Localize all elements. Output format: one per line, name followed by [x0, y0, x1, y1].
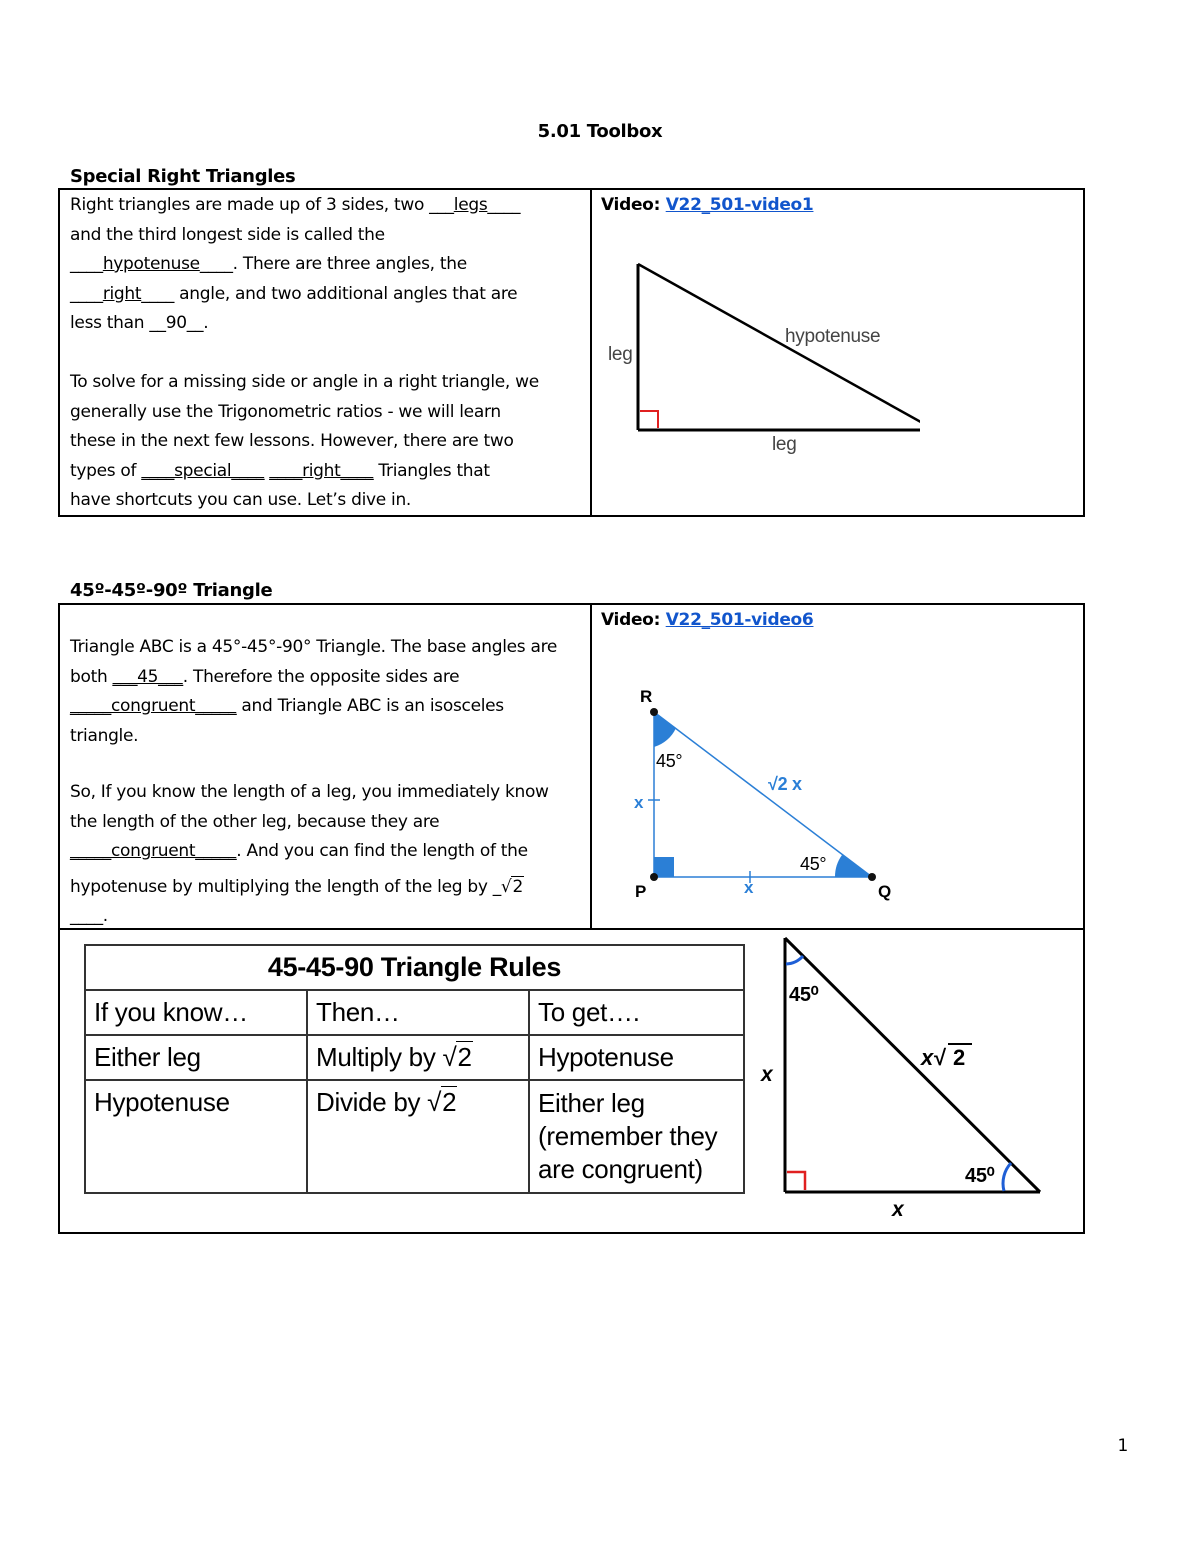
right-angle-marker	[787, 1172, 805, 1190]
s1-line-2: and the third longest side is called the	[70, 224, 385, 245]
rules-title: 45-45-90 Triangle Rules	[85, 945, 744, 990]
label-side-bottom: x	[892, 1198, 904, 1221]
section2-divider	[590, 603, 592, 930]
triangle-pqr-diagram	[620, 680, 910, 905]
label-hyp-x: x	[921, 1045, 933, 1070]
text: . There are three angles, the	[232, 254, 467, 274]
blank: ____	[70, 254, 103, 274]
answer-special: ____special____	[141, 460, 265, 481]
s2-line-8	[70, 837, 585, 867]
text: types of	[70, 460, 142, 481]
section2-video	[601, 606, 813, 636]
section2-left-cell	[70, 633, 585, 932]
label-leg-left: leg	[608, 344, 633, 365]
s1-line-3	[70, 250, 585, 280]
vertex-q-dot	[868, 873, 876, 881]
cell-hypotenuse: Hypotenuse	[529, 1035, 744, 1080]
answer-45: ___45___	[112, 666, 183, 687]
label-side-bottom: x	[744, 878, 754, 897]
answer-90: __90__	[149, 313, 204, 333]
s2-line-9	[70, 873, 585, 903]
cell-divide	[307, 1080, 529, 1193]
s2-line-1: Triangle ABC is a 45°-45°-90° Triangle. The base angles are	[70, 637, 558, 657]
angle-r-fill	[654, 712, 676, 747]
s1-line-7: To solve for a missing side or angle in a right triangle, we	[70, 372, 539, 392]
sqrt-2	[501, 873, 524, 903]
radicand: 2	[457, 1042, 472, 1072]
sqrt-2	[442, 1042, 472, 1073]
cell-either-leg: Either leg	[85, 1035, 307, 1080]
label-leg-bottom: leg	[772, 434, 797, 455]
header-if-you-know: If you know…	[85, 990, 307, 1035]
section-heading-special-right-triangles: Special Right Triangles	[70, 166, 296, 187]
text: Divide by	[316, 1087, 428, 1117]
label-angle-q: 45°	[800, 854, 827, 874]
video-link-6[interactable]: V22_501-video6	[665, 610, 814, 630]
radical-sign: √	[442, 1042, 457, 1072]
cell-hypotenuse-2: Hypotenuse	[85, 1080, 307, 1193]
s1-line-4	[70, 280, 585, 310]
text: and Triangle ABC is an isosceles	[236, 696, 504, 716]
s2-line-6: So, If you know the length of a leg, you immediately know	[70, 782, 549, 802]
hypotenuse-line	[638, 264, 920, 430]
s1-line-8: generally use the Trigonometric ratios - we will learn	[70, 401, 501, 422]
blank: ___	[429, 195, 454, 215]
answer-right: right	[102, 283, 142, 304]
section1-video	[601, 191, 813, 221]
s2-line-10: ____.	[70, 906, 108, 926]
text: Multiply by	[316, 1042, 443, 1072]
right-angle-p	[654, 857, 674, 877]
section1-left-cell	[70, 191, 585, 516]
blank: ____	[487, 195, 521, 215]
text: less than	[70, 313, 150, 333]
label-hyp: √2 x	[768, 774, 802, 794]
s1-line-1	[70, 191, 585, 221]
right-triangle-diagram	[600, 255, 920, 460]
answer-legs: legs	[453, 195, 488, 215]
text: angle, and two additional angles that are	[174, 283, 518, 304]
video-link-1[interactable]: V22_501-video1	[665, 195, 814, 215]
label-angle-bottom: 45⁰	[965, 1165, 995, 1187]
label-angle-r: 45°	[656, 751, 683, 771]
label-side-left: x	[761, 1063, 773, 1086]
header-to-get: To get….	[529, 990, 744, 1035]
angle-top-arc	[786, 956, 803, 964]
text: hypotenuse by multiplying the length of the leg by _	[70, 876, 501, 897]
s2-line-2	[70, 663, 585, 693]
label-q: Q	[878, 882, 891, 901]
cell-either-leg-2: Either leg (remember they are congruent)	[529, 1080, 744, 1193]
blank: ____	[70, 283, 103, 304]
video-label: Video:	[601, 195, 666, 215]
text: both	[70, 666, 113, 687]
section-heading-45-45-90: 45º-45º-90º Triangle	[70, 580, 273, 601]
label-hypotenuse: hypotenuse	[785, 326, 881, 347]
sqrt-2	[427, 1087, 457, 1118]
s1-line-9: these in the next few lessons. However, there are two	[70, 431, 514, 451]
blank: ____	[199, 254, 233, 274]
s1-line-10	[70, 457, 585, 487]
text: Triangles that	[373, 460, 490, 481]
header-then: Then…	[307, 990, 529, 1035]
section1-divider	[590, 188, 592, 517]
answer-right-2: ____right____	[269, 460, 374, 481]
page-number: 1	[1117, 1436, 1128, 1456]
vertex-r-dot	[650, 708, 658, 716]
s1-line-5	[70, 309, 585, 339]
label-hyp-radicand: 2	[953, 1045, 965, 1070]
label-side-left: x	[634, 793, 644, 812]
radical-sign: √	[427, 1087, 442, 1117]
answer-congruent-2: _____congruent_____	[70, 841, 237, 861]
blank: ____	[141, 283, 175, 304]
text: .	[203, 313, 209, 333]
cell-multiply	[307, 1035, 529, 1080]
label-angle-top: 45⁰	[789, 984, 819, 1006]
radicand: 2	[512, 876, 523, 897]
angle-bottom-arc	[1003, 1163, 1011, 1191]
label-hyp-radical: √	[934, 1045, 946, 1070]
s2-line-4: triangle.	[70, 725, 139, 746]
video-label: Video:	[601, 610, 666, 630]
s1-line-11: have shortcuts you can use. Let’s dive in.	[70, 490, 412, 510]
label-p: P	[635, 882, 647, 901]
text: . Therefore the opposite sides are	[182, 666, 460, 687]
side-rq	[654, 712, 872, 877]
page-title: 5.01 Toolbox	[537, 121, 663, 142]
answer-hypotenuse: hypotenuse	[102, 254, 200, 274]
side-hypotenuse	[785, 938, 1040, 1192]
rules-table	[84, 944, 745, 1194]
vertex-p-dot	[650, 873, 658, 881]
s2-line-3	[70, 692, 585, 722]
angle-q-fill	[835, 855, 872, 877]
label-r: R	[640, 687, 652, 706]
text: . And you can find the length of the	[236, 841, 528, 861]
right-angle-marker	[640, 411, 658, 428]
text: Right triangles are made up of 3 sides, two	[70, 195, 430, 215]
radicand: 2	[442, 1087, 457, 1117]
answer-congruent: _____congruent_____	[70, 696, 237, 716]
triangle-45-45-90-diagram	[755, 934, 1055, 1224]
s2-line-7: the length of the other leg, because they are	[70, 811, 440, 832]
radical-sign: √	[500, 876, 512, 897]
